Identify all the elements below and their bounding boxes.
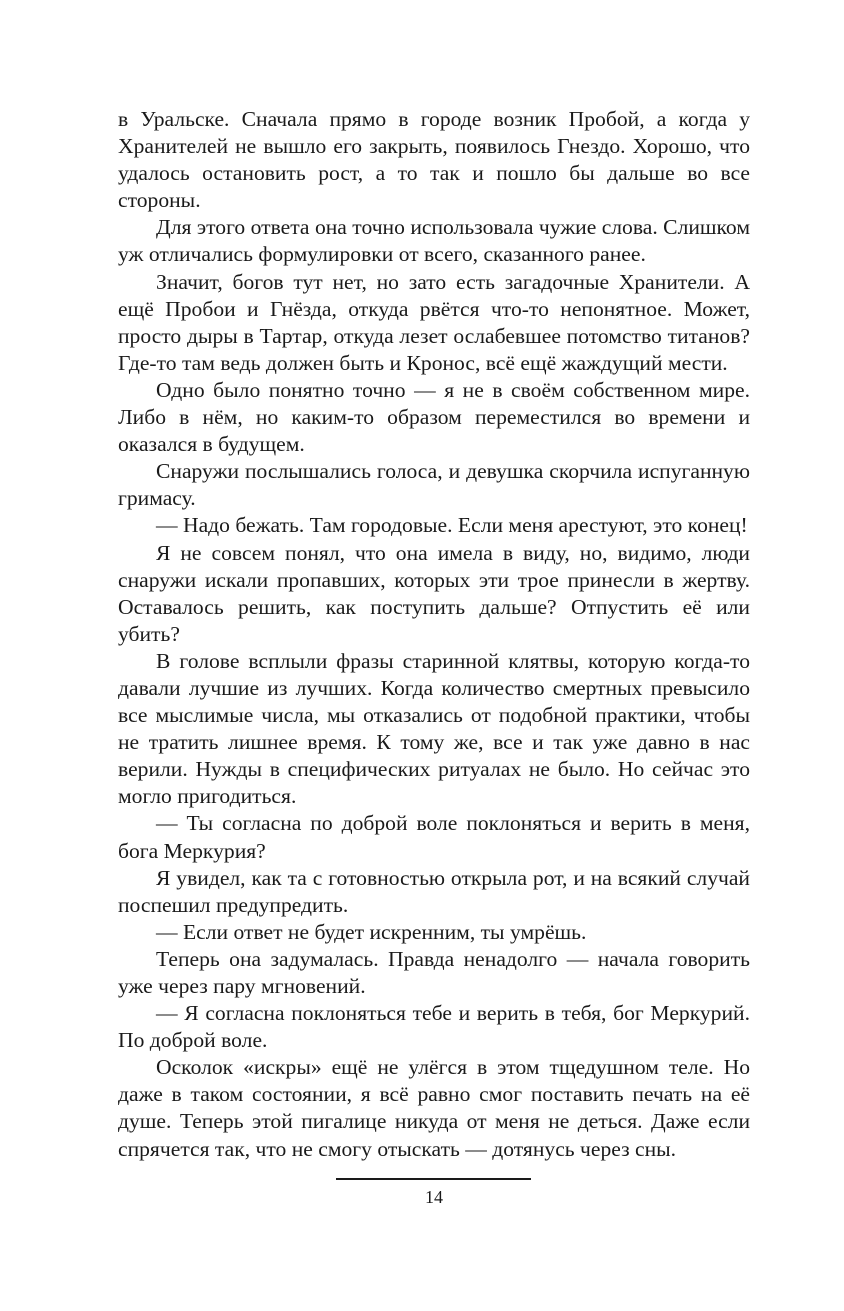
- page-number: 14: [425, 1187, 443, 1207]
- paragraph: — Я согласна поклоняться тебе и верить в тебя, бог Меркурий. По доброй воле.: [118, 1001, 750, 1053]
- paragraph: Осколок «искры» ещё не улёгся в этом тщедушном теле. Но даже в таком состоянии, я всё равно смог поставить печать на её душе. Теперь этой пигалице никуда от меня не деться. Даже если спрячется так, что не смогу отыскать — дотянусь через сны.: [118, 1055, 750, 1161]
- paragraph: — Ты согласна по доброй воле поклоняться и верить в меня, бога Меркурия?: [118, 811, 750, 863]
- paragraph: В голове всплыли фразы старинной клятвы, которую когда-то давали лучшие из лучших. Когда количество смертных превысило все мыслимые числа, мы отказались от подобной практики, чтобы не тратить лишнее время. К тому же, все и так уже давно в нас верили. Нужды в специфических ритуалах не было. Но сейчас это могло пригодиться.: [118, 648, 750, 809]
- paragraph: Теперь она задумалась. Правда ненадолго — начала говорить уже через пару мгновений.: [118, 946, 750, 998]
- paragraph: Я не совсем понял, что она имела в виду, но, видимо, люди снаружи искали пропавших, которых эти трое принесли в жертву. Оставалось решить, как поступить дальше? Отпустить её или убить?: [118, 540, 750, 646]
- paragraph: в Уральске. Сначала прямо в городе возник Пробой, а когда у Хранителей не вышло его закрыть, появилось Гнездо. Хорошо, что удалось остановить рост, а то так и пошло бы дальше во все стороны.: [118, 107, 750, 213]
- paragraph: — Если ответ не будет искренним, ты умрёшь.: [156, 919, 587, 944]
- footer-divider: [336, 1178, 531, 1180]
- paragraph: Значит, богов тут нет, но зато есть загадочные Хранители. А ещё Пробои и Гнёзда, откуда рвётся что-то непонятное. Может, просто дыры в Тартар, откуда лезет ослабевшее потомство титанов? Где-то там ведь должен быть и Кронос, всё ещё жаждущий мести.: [118, 269, 750, 375]
- paragraph: Для этого ответа она точно использовала чужие слова. Слишком уж отличались формулировки от всего, сказанного ранее.: [118, 215, 750, 267]
- paragraph: — Надо бежать. Там городовые. Если меня арестуют, это конец!: [156, 513, 748, 538]
- book-page-text: [118, 106, 750, 1163]
- paragraph: Снаружи послышались голоса, и девушка скорчила испуганную гримасу.: [118, 459, 750, 511]
- paragraph: Одно было понятно точно — я не в своём собственном мире. Либо в нём, но каким-то образом переместился во времени и оказался в будущем.: [118, 377, 750, 457]
- paragraph: Я увидел, как та с готовностью открыла рот, и на всякий случай поспешил предупредить.: [118, 865, 750, 917]
